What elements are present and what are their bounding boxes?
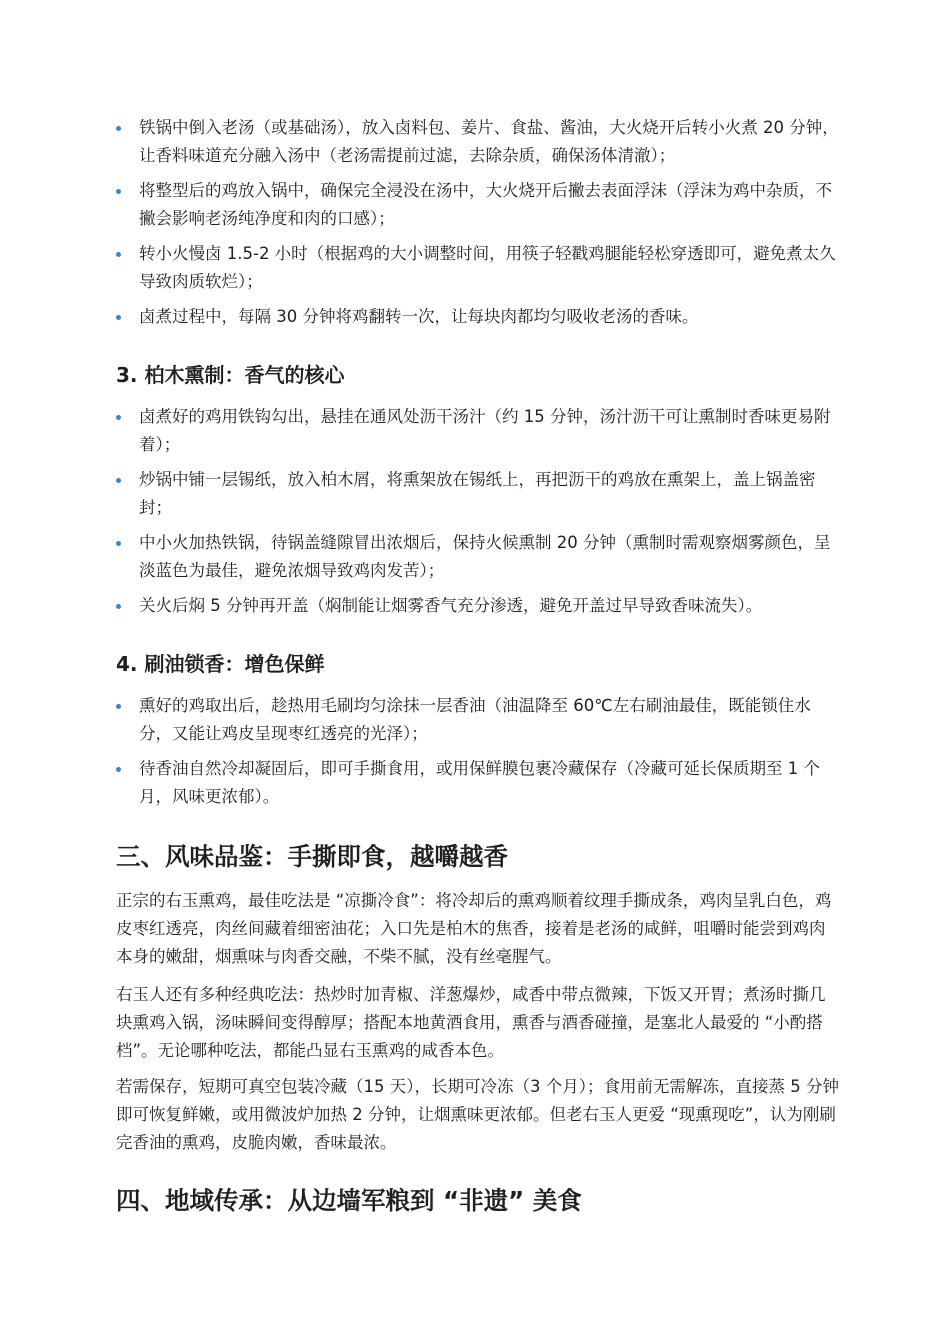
- list-item: 卤煮好的鸡用铁钩勾出，悬挂在通风处沥干汤汁（约 15 分钟，汤汁沥干可让熏制时香味更易附着）；: [116, 403, 844, 458]
- oil-heading: 4. 刷油锁香：增色保鲜: [116, 652, 325, 676]
- flavor-paragraph-1: 正宗的右玉熏鸡，最佳吃法是 “凉撕冷食”：将冷却后的熏鸡顺着纹理手撕成条，鸡肉呈乳白色，鸡皮枣红透亮，肉丝间藏着细密油花；入口先是柏木的焦香，接着是老汤的咸鲜，咀嚼时能尝到鸡肉本身的嫩甜，烟熏味与肉香交融，不柴不腻，没有丝毫腥气。: [116, 891, 832, 966]
- list-item: 待香油自然冷却凝固后，即可手撕食用，或用保鲜膜包裹冷藏保存（冷藏可延长保质期至 1 个月，风味更浓郁）。: [116, 755, 840, 810]
- heritage-heading: 四、地域传承：从边墙军粮到 “非遗” 美食: [116, 1186, 582, 1215]
- braise-section: [116, 114, 840, 339]
- list-item: 铁锅中倒入老汤（或基础汤），放入卤料包、姜片、食盐、酱油，大火烧开后转小火煮 20 分钟，让香料味道充分融入汤中（老汤需提前过滤，去除杂质，确保汤体清澈）；: [116, 114, 840, 169]
- smoke-section: [116, 403, 844, 628]
- oil-section: [116, 692, 840, 818]
- list-item: 中小火加热铁锅，待锅盖缝隙冒出浓烟后，保持火候熏制 20 分钟（熏制时需观察烟雾颜色，呈淡蓝色为最佳，避免浓烟导致鸡肉发苦）；: [116, 529, 844, 584]
- flavor-paragraph-3: 若需保存，短期可真空包装冷藏（15 天），长期可冷冻（3 个月）；食用前无需解冻，直接蒸 5 分钟即可恢复鲜嫩，或用微波炉加热 2 分钟，让烟熏味更浓郁。但老右玉人更爱 “现熏现吃”，认为刚刷完香油的熏鸡，皮脆肉嫩，香味最浓。: [116, 1077, 839, 1152]
- flavor-paragraph-2: 右玉人还有多种经典吃法：热炒时加青椒、洋葱爆炒，咸香中带点微辣，下饭又开胃；煮汤时撕几块熏鸡入锅，汤味瞬间变得醇厚；搭配本地黄酒食用，熏香与酒香碰撞，是塞北人最爱的 “小酌搭档”。无论哪种吃法，都能凸显右玉熏鸡的咸香本色。: [116, 985, 826, 1060]
- list-item: 转小火慢卤 1.5-2 小时（根据鸡的大小调整时间，用筷子轻戳鸡腿能轻松穿透即可，避免煮太久导致肉质软烂）；: [116, 240, 840, 295]
- smoke-steps-list: [116, 403, 844, 620]
- smoke-heading: 3. 柏木熏制：香气的核心: [116, 363, 345, 387]
- list-item: 卤煮过程中，每隔 30 分钟将鸡翻转一次，让每块肉都均匀吸收老汤的香味。: [116, 303, 840, 331]
- oil-steps-list: [116, 692, 840, 810]
- braise-steps-list: [116, 114, 840, 331]
- list-item: 关火后焖 5 分钟再开盖（焖制能让烟雾香气充分渗透，避免开盖过早导致香味流失）。: [116, 592, 844, 620]
- list-item: 熏好的鸡取出后，趁热用毛刷均匀涂抹一层香油（油温降至 60℃左右刷油最佳，既能锁住水分，又能让鸡皮呈现枣红透亮的光泽）；: [116, 692, 840, 747]
- flavor-heading: 三、风味品鉴：手撕即食，越嚼越香: [116, 842, 508, 871]
- list-item: 将整型后的鸡放入锅中，确保完全浸没在汤中，大火烧开后撇去表面浮沫（浮沫为鸡中杂质，不撇会影响老汤纯净度和肉的口感）；: [116, 177, 840, 232]
- list-item: 炒锅中铺一层锡纸，放入柏木屑，将熏架放在锡纸上，再把沥干的鸡放在熏架上，盖上锅盖密封；: [116, 466, 844, 521]
